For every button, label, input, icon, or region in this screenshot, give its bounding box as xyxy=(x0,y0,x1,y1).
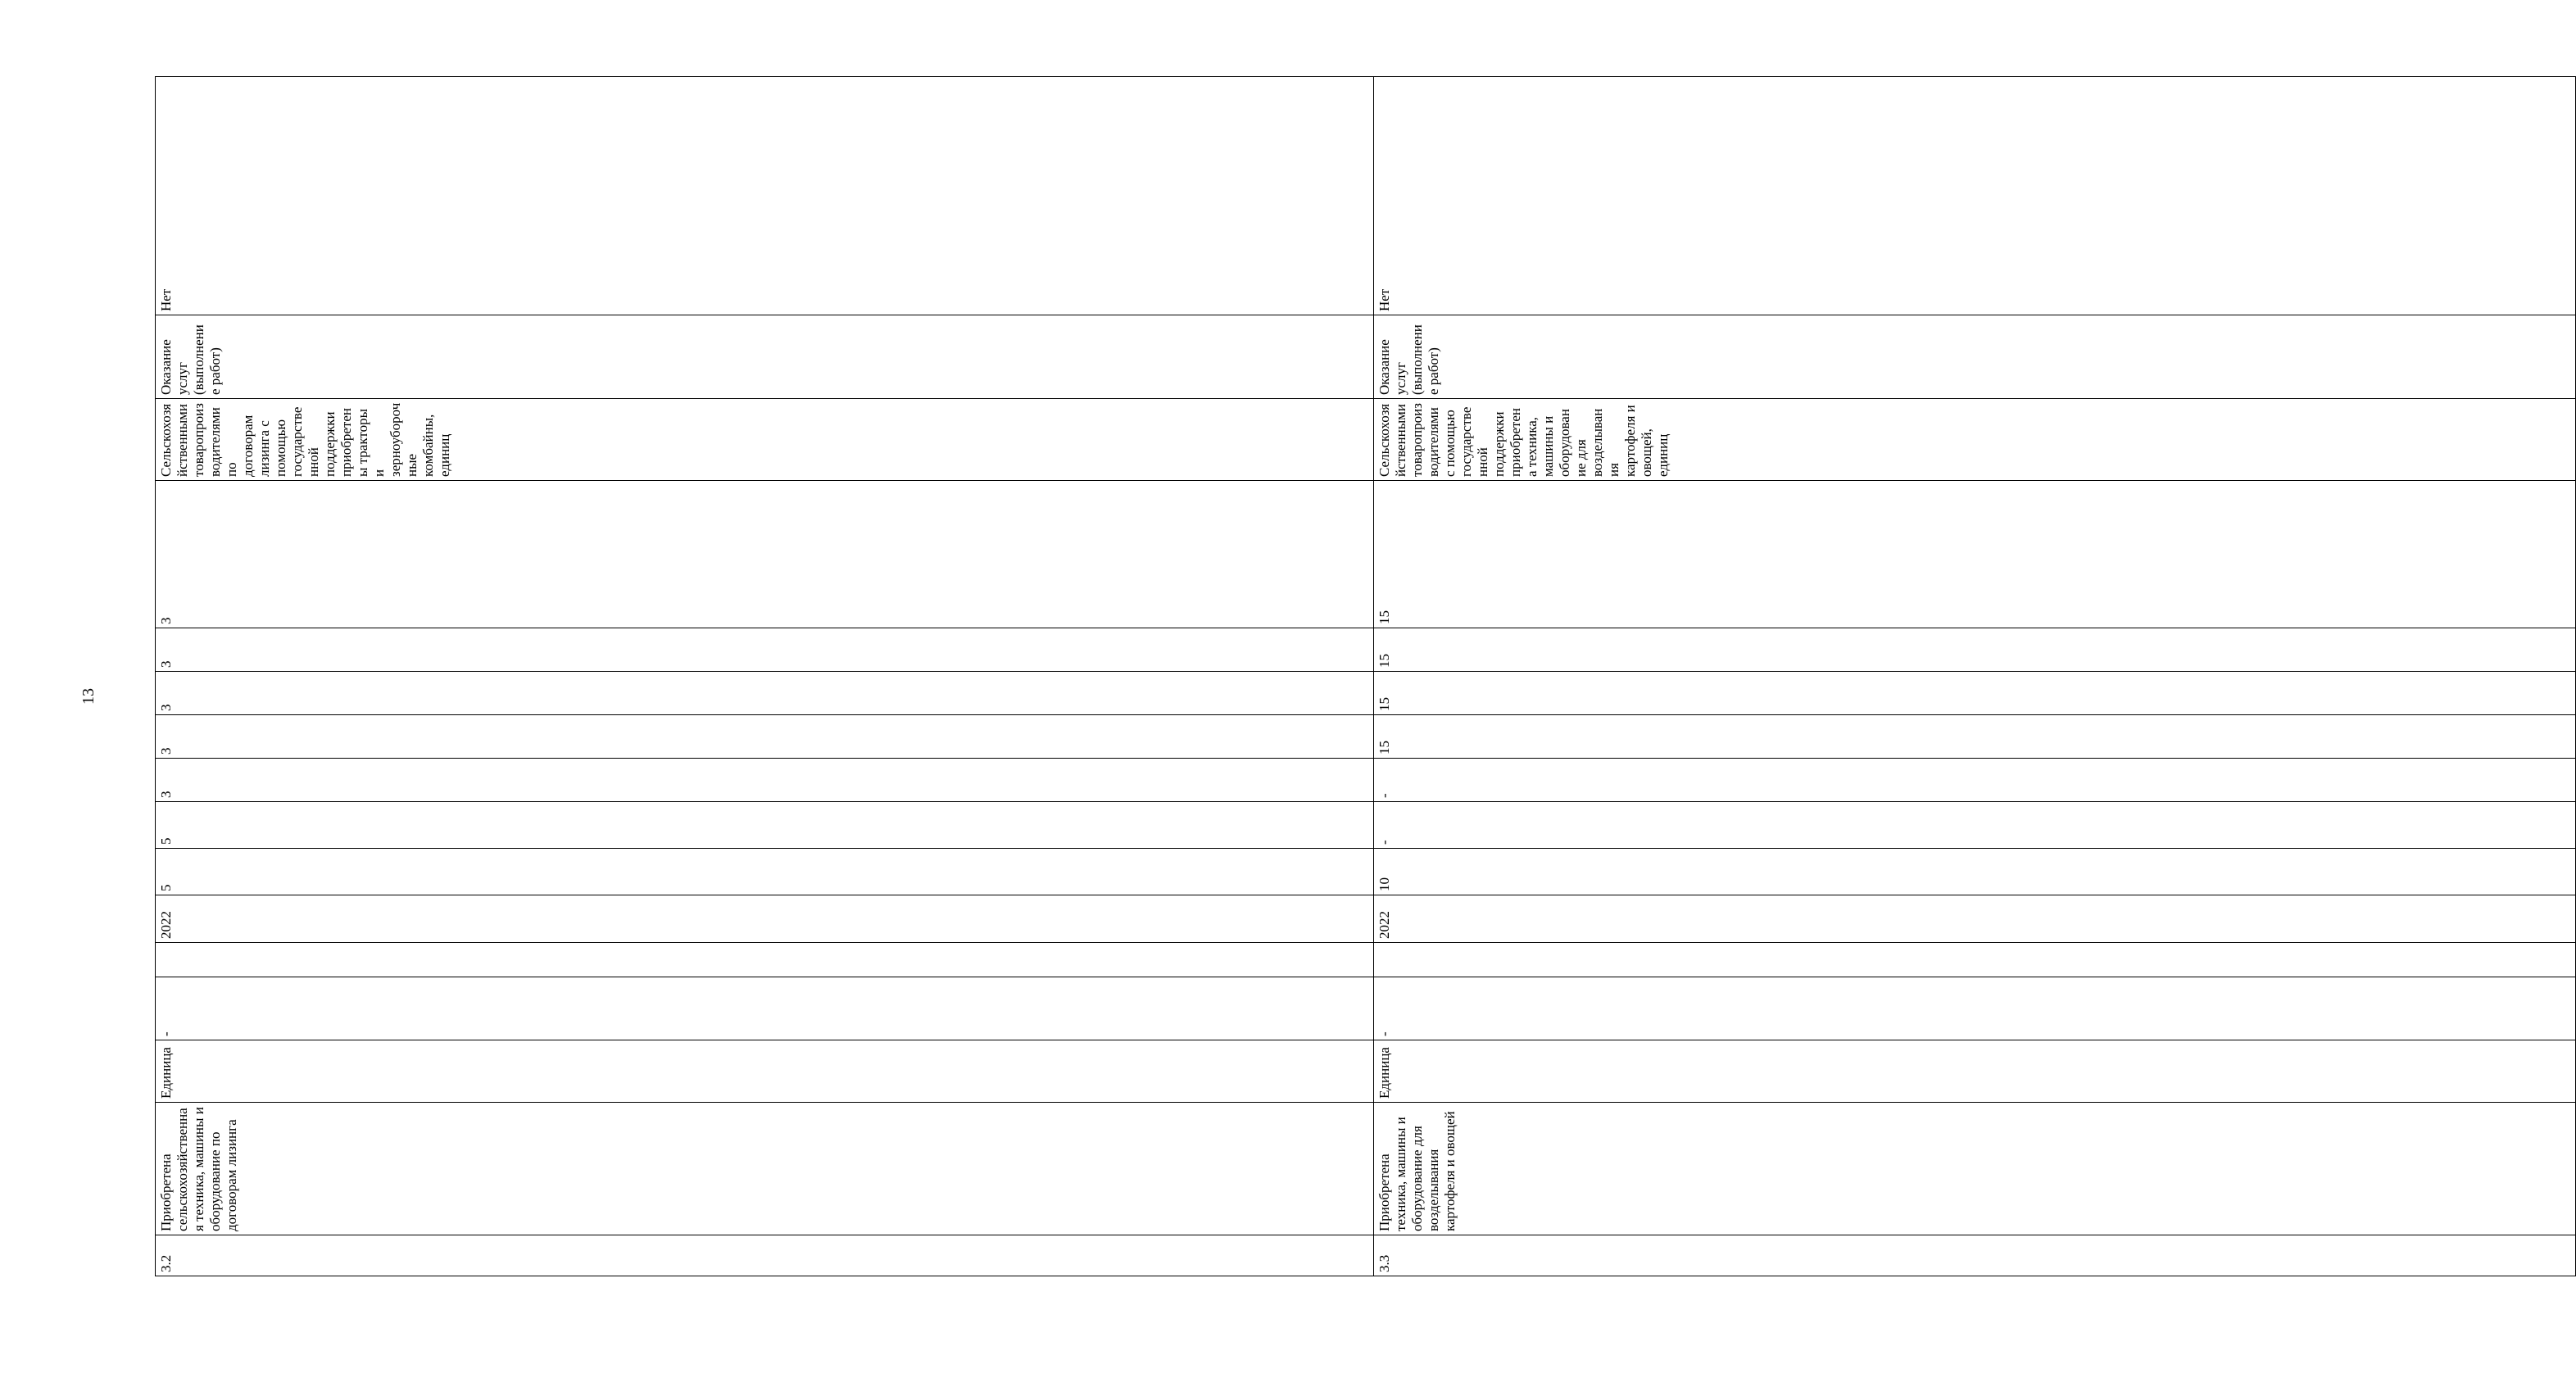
cell-value-7: 3 xyxy=(156,481,1374,628)
cell-result: Сельскохозяйственными товаропроизводителями по договорам лизинга с помощью государственной поддержки приобретены тракторы и зерноуборочные комбайны, единиц xyxy=(156,399,1374,481)
cell-flag: Нет xyxy=(156,77,1374,315)
table-row-3-2 xyxy=(156,77,1374,1276)
cell-value-6: 15 xyxy=(1374,628,2576,672)
cell-value-5: 15 xyxy=(1374,672,2576,715)
page-number: 13 xyxy=(79,688,98,705)
cell-value-3: - xyxy=(1374,759,2576,802)
cell-base: - xyxy=(1374,977,2576,1040)
cell-number: 3.2 xyxy=(156,1235,1374,1276)
cell-unit: Единица xyxy=(1374,1040,2576,1103)
cell-value-6: 3 xyxy=(156,628,1374,672)
cell-value-2: - xyxy=(1374,802,2576,849)
cell-value-1: 10 xyxy=(1374,849,2576,895)
table-frame xyxy=(155,126,1671,1276)
cell-empty xyxy=(1374,943,2576,977)
cell-name: Приобретена сельскохозяйственная техника, машины и оборудование по договорам лизинга xyxy=(156,1103,1374,1235)
cell-number: 3.3 xyxy=(1374,1235,2576,1276)
cell-year: 2022 xyxy=(156,895,1374,943)
cell-value-4: 3 xyxy=(156,715,1374,759)
cell-unit: Единица xyxy=(156,1040,1374,1103)
cell-value-2: 5 xyxy=(156,802,1374,849)
cell-base: - xyxy=(156,977,1374,1040)
cell-value-7: 15 xyxy=(1374,481,2576,628)
indicators-table xyxy=(155,76,2576,1276)
cell-empty xyxy=(156,943,1374,977)
cell-value-1: 5 xyxy=(156,849,1374,895)
cell-result: Сельскохозяйственными товаропроизводителями с помощью государственной поддержки приобретена техника, машины и оборудование для возделывания картофеля и овощей, единиц xyxy=(1374,399,2576,481)
cell-mechanism: Оказание услуг (выполнение работ) xyxy=(156,315,1374,399)
table-row-3-3 xyxy=(1374,77,2576,1276)
cell-value-3: 3 xyxy=(156,759,1374,802)
cell-value-5: 3 xyxy=(156,672,1374,715)
cell-mechanism: Оказание услуг (выполнение работ) xyxy=(1374,315,2576,399)
rotated-table-container xyxy=(155,126,1671,1276)
cell-value-4: 15 xyxy=(1374,715,2576,759)
cell-year: 2022 xyxy=(1374,895,2576,943)
cell-name: Приобретена техника, машины и оборудование для возделывания картофеля и овощей xyxy=(1374,1103,2576,1235)
cell-flag: Нет xyxy=(1374,77,2576,315)
